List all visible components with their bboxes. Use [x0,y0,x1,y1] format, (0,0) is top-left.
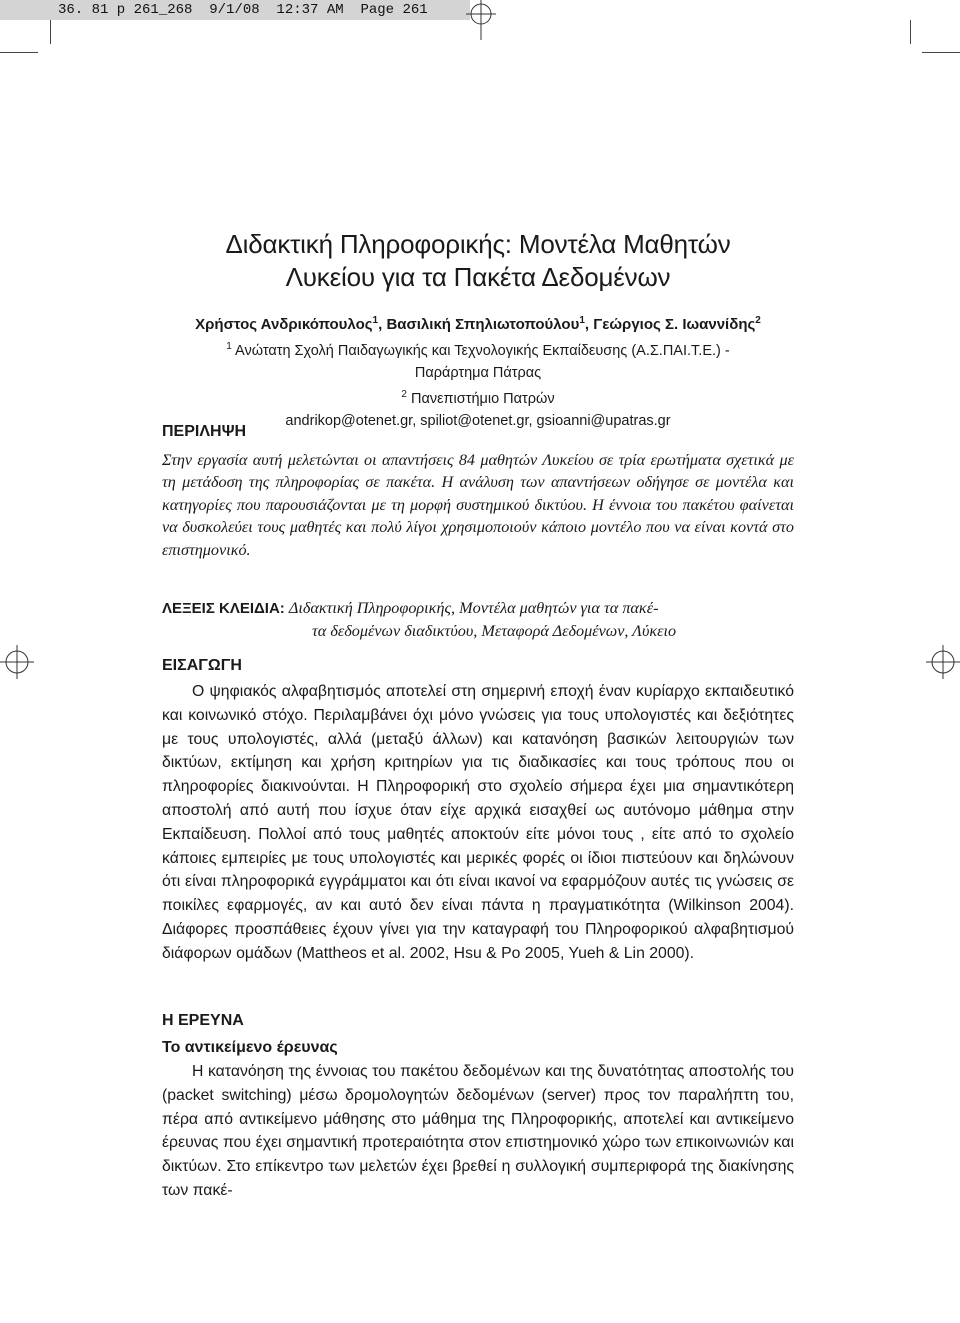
affiliation-1-branch: Παράρτημα Πάτρας [414,364,542,381]
abstract-heading: ΠΕΡΙΛΗΨΗ [162,423,247,440]
paper-title [162,228,794,294]
author-separator: , [584,316,594,333]
print-slug: 36. 81 p 261_268 9/1/08 12:37 AM Page 261 [0,0,470,20]
author-names [162,310,794,336]
author-3: Γεώργιος Σ. Ιωαννίδης [593,316,756,333]
affiliation-sup: 1 [372,315,379,326]
affiliation-sup: 2 [755,315,761,326]
registration-mark-top-icon [466,0,496,40]
research-heading: Η ΕΡΕΥΝΑ [162,1012,244,1029]
author-2: Βασιλική Σπηλιωτοπούλου [386,316,580,333]
affiliation-2 [162,384,794,410]
affiliation-2-text: Πανεπιστήμιο Πατρών [406,390,555,407]
research-text: Η κατανόηση της έννοιας του πακέτου δεδομένων και της δυνατότητας αποστολής του (packet switching) μέσω δρομολογητών δεδομένων (server) προς τον παραλήπτη του, πέρα από αντικείμενο μάθησης στο μάθημα της Πληροφορικής, αποτελεί και αντικείμενο έρευνας που έχει σημαντική προτεραιότητα στον επιστημονικό χώρο των επικοινωνιών και δικτύων. Στο επίκεντρο των μελετών έχει βρεθεί η συλλογική συμπεριφορά της διακίνησης των πακέ- [162,1063,794,1199]
crop-mark [922,52,960,53]
intro-heading: ΕΙΣΑΓΩΓΗ [162,657,242,674]
affiliation-sup: 1 [579,315,585,326]
author-separator: , [378,316,387,333]
crop-mark [50,20,51,44]
title-line-2: Λυκείου για τα Πακέτα Δεδομένων [285,262,671,292]
registration-mark-right-icon [926,645,960,679]
keywords [162,597,794,643]
affiliation-sup: 2 [401,388,407,400]
author-emails: andrikop@otenet.gr, spiliot@otenet.gr, gsioanni@upatras.gr [285,412,671,429]
keywords-line-2: τα δεδομένων διαδικτύου, Μεταφορά Δεδομένων, Λύκειο [312,622,677,641]
intro-text: Ο ψηφιακός αλφαβητισμός αποτελεί στη σημερινή εποχή έναν κυρίαρχο εκπαιδευτικό και κοινωνικό στόχο. Περιλαμβάνει όχι μόνο γνώσεις για τους υπολογιστές και δεξιότητες με τους υπολογιστές, αλλά (μεταξύ άλλων) και κατανόηση βασικών λειτουργιών των δικτύων, εκτίμηση και χρήση κριτηρίων για τις διαδικασίες και τους τρόπους που οι πληροφορίες διακινούνται. Η Πληροφορική στο σχολείο σήμερα έχει μια σημαντικότερη αποστολή από αυτή που ίσχυε όταν είχε αρχικά εισαχθεί ως αυτόνομο μάθημα στην Εκπαίδευση. Πολλοί από τους μαθητές αποκτούν είτε μόνοι τους , είτε από το σχολείο κάποιες εμπειρίες με τους υπολογιστές και μερικές φορές οι ίδιοι πιστεύουν και δηλώνουν ότι είναι πληροφορικά εγγράμματοι και ότι είναι ικανοί να εφαρμόζουν αυτές τις γνώσεις σε ποικίλες εφαρμογές, αν και αυτό δεν είναι πάντα η πραγματικότητα (Wilkinson 2004). Διάφορες προσπάθειες έχουν γίνει για την καταγραφή του Πληροφορικού αλφαβητισμού διάφορων ομάδων (Mattheos et al. 2002, Hsu & Po 2005, Yueh & Lin 2000). [162,683,794,962]
affiliation-1-text: Ανώτατη Σχολή Παιδαγωγικής και Τεχνολογικής Εκπαίδευσης (Α.Σ.ΠΑΙ.Τ.Ε.) - [231,342,730,359]
keywords-line-1: Διδακτική Πληροφορικής, Μοντέλα μαθητών για τα πακέ- [288,599,659,617]
registration-mark-left-icon [0,645,34,679]
title-line-1: Διδακτική Πληροφορικής: Μοντέλα Μαθητών [225,229,731,259]
crop-mark [910,20,911,44]
affiliation-1 [162,336,794,362]
research-subheading: Το αντικείμενο έρευνας [162,1039,338,1056]
crop-mark [0,52,38,53]
abstract-text: Στην εργασία αυτή μελετώνται οι απαντήσεις 84 μαθητών Λυκείου σε τρία ερωτήματα σχετικά με τη μετάδοση της πληροφορίας σε πακέτα. Η ανάλυση των απαντήσεων οδήγησε σε μοντέλα και κατηγορίες που παρουσιάζονται με τη μορφή συστημικού δικτύου. Η έννοια του πακέτου φαίνεται να δυσκολεύει τους μαθητές και πολύ λίγοι χρησιμοποιούν κάποιο μοντέλο που να είναι κοντά στο επιστημονικό. [162,451,794,559]
author-block [162,310,794,432]
affiliation-sup: 1 [226,341,232,352]
keywords-label: ΛΕΞΕΙΣ ΚΛΕΙΔΙΑ: [162,600,285,617]
author-1: Χρήστος Ανδρικόπουλος [195,316,373,333]
